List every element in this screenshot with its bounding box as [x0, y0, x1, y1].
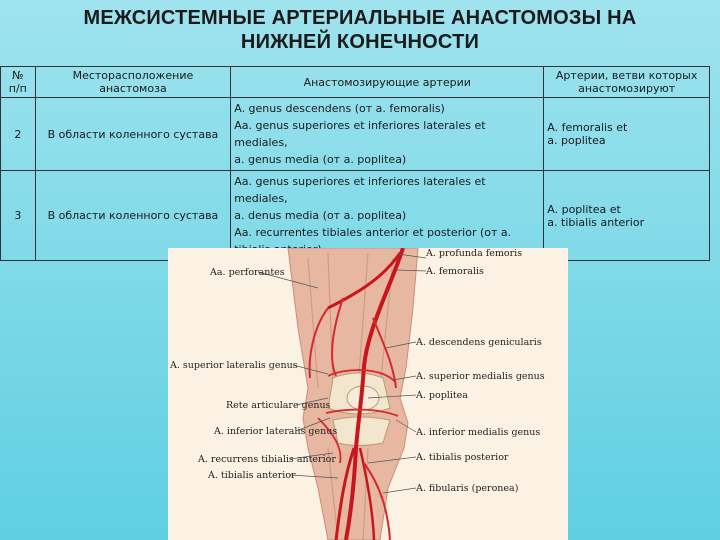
leg-arteries-drawing	[168, 248, 568, 540]
row-number: 2	[1, 98, 36, 171]
label-inferior-medial-genicular: A. inferior medialis genus	[416, 427, 541, 438]
table-row	[1, 171, 710, 261]
anastomoses-table	[0, 66, 710, 261]
header-number	[1, 67, 36, 98]
branches-line: A. femoralis et	[547, 121, 628, 134]
label-superior-medial-genicular: A. superior medialis genus	[416, 371, 545, 382]
branches-line: A. poplitea et	[547, 202, 621, 216]
header-branches-line-2: анастомозируют	[578, 82, 676, 95]
label-anterior-tibial-recurrent: A. recurrens tibialis anterior	[198, 454, 336, 465]
anastomosing-line: a. genus media (от a. poplitea)	[234, 153, 407, 166]
header-anastomosing: Анастомозирующие артерии	[231, 67, 544, 98]
title-line-1: МЕЖСИСТЕМНЫЕ АРТЕРИАЛЬНЫЕ АНАСТОМОЗЫ НА	[83, 7, 637, 29]
label-deep-femoral: A. profunda femoris	[426, 248, 523, 259]
label-femoral: A. femoralis	[426, 266, 484, 277]
label-popliteal: A. poplitea	[416, 390, 468, 401]
label-perforating-arteries: Aa. perforantes	[210, 267, 285, 278]
anastomosing-line: Aa. recurrentes tibiales anterior et posterior (от a.	[234, 226, 512, 239]
tibia-head	[333, 417, 390, 446]
header-number-line-2: п/п	[8, 82, 27, 95]
header-location	[35, 67, 231, 98]
anastomosing-line: a. denus media (от a. poplitea)	[234, 209, 407, 222]
row-branches	[544, 171, 710, 261]
label-superior-lateral-genicular: A. superior lateralis genus	[170, 360, 298, 371]
table-row	[1, 98, 710, 171]
row-location: В области коленного сустава	[35, 171, 231, 261]
header-location-line-1: Месторасположение	[72, 69, 194, 82]
anastomosing-line: A. genus descendens (от a. femoralis)	[234, 102, 445, 115]
label-fibular: A. fibularis (peronea)	[416, 483, 519, 494]
row-anastomosing	[231, 171, 544, 261]
label-genicular-network: Rete articulare genus	[226, 400, 331, 411]
label-descending-genicular: A. descendens genicularis	[416, 337, 542, 348]
anatomy-illustration	[168, 248, 568, 540]
row-anastomosing	[231, 98, 544, 171]
anastomosing-line: Aa. genus superiores et inferiores laterales et mediales,	[234, 175, 486, 205]
header-branches-line-1: Артерии, ветви которых	[555, 69, 698, 82]
header-location-line-2: анастомоза	[99, 82, 167, 95]
row-branches	[544, 98, 710, 171]
label-anterior-tibial: A. tibialis anterior	[208, 470, 296, 481]
branches-line: a. poplitea	[547, 134, 606, 147]
row-number: 3	[1, 171, 36, 261]
table-header-row	[1, 67, 710, 98]
slide-title	[0, 6, 720, 54]
header-branches	[544, 67, 710, 98]
label-posterior-tibial: A. tibialis posterior	[416, 452, 509, 463]
header-number-line-1: №	[12, 69, 24, 82]
label-inferior-lateral-genicular: A. inferior lateralis genus	[214, 426, 338, 437]
branches-line: a. tibialis anterior	[547, 215, 645, 229]
row-location: В области коленного сустава	[35, 98, 231, 171]
anastomosing-line: Aa. genus superiores et inferiores laterales et mediales,	[234, 119, 486, 149]
title-line-2: НИЖНЕЙ КОНЕЧНОСТИ	[240, 31, 480, 53]
